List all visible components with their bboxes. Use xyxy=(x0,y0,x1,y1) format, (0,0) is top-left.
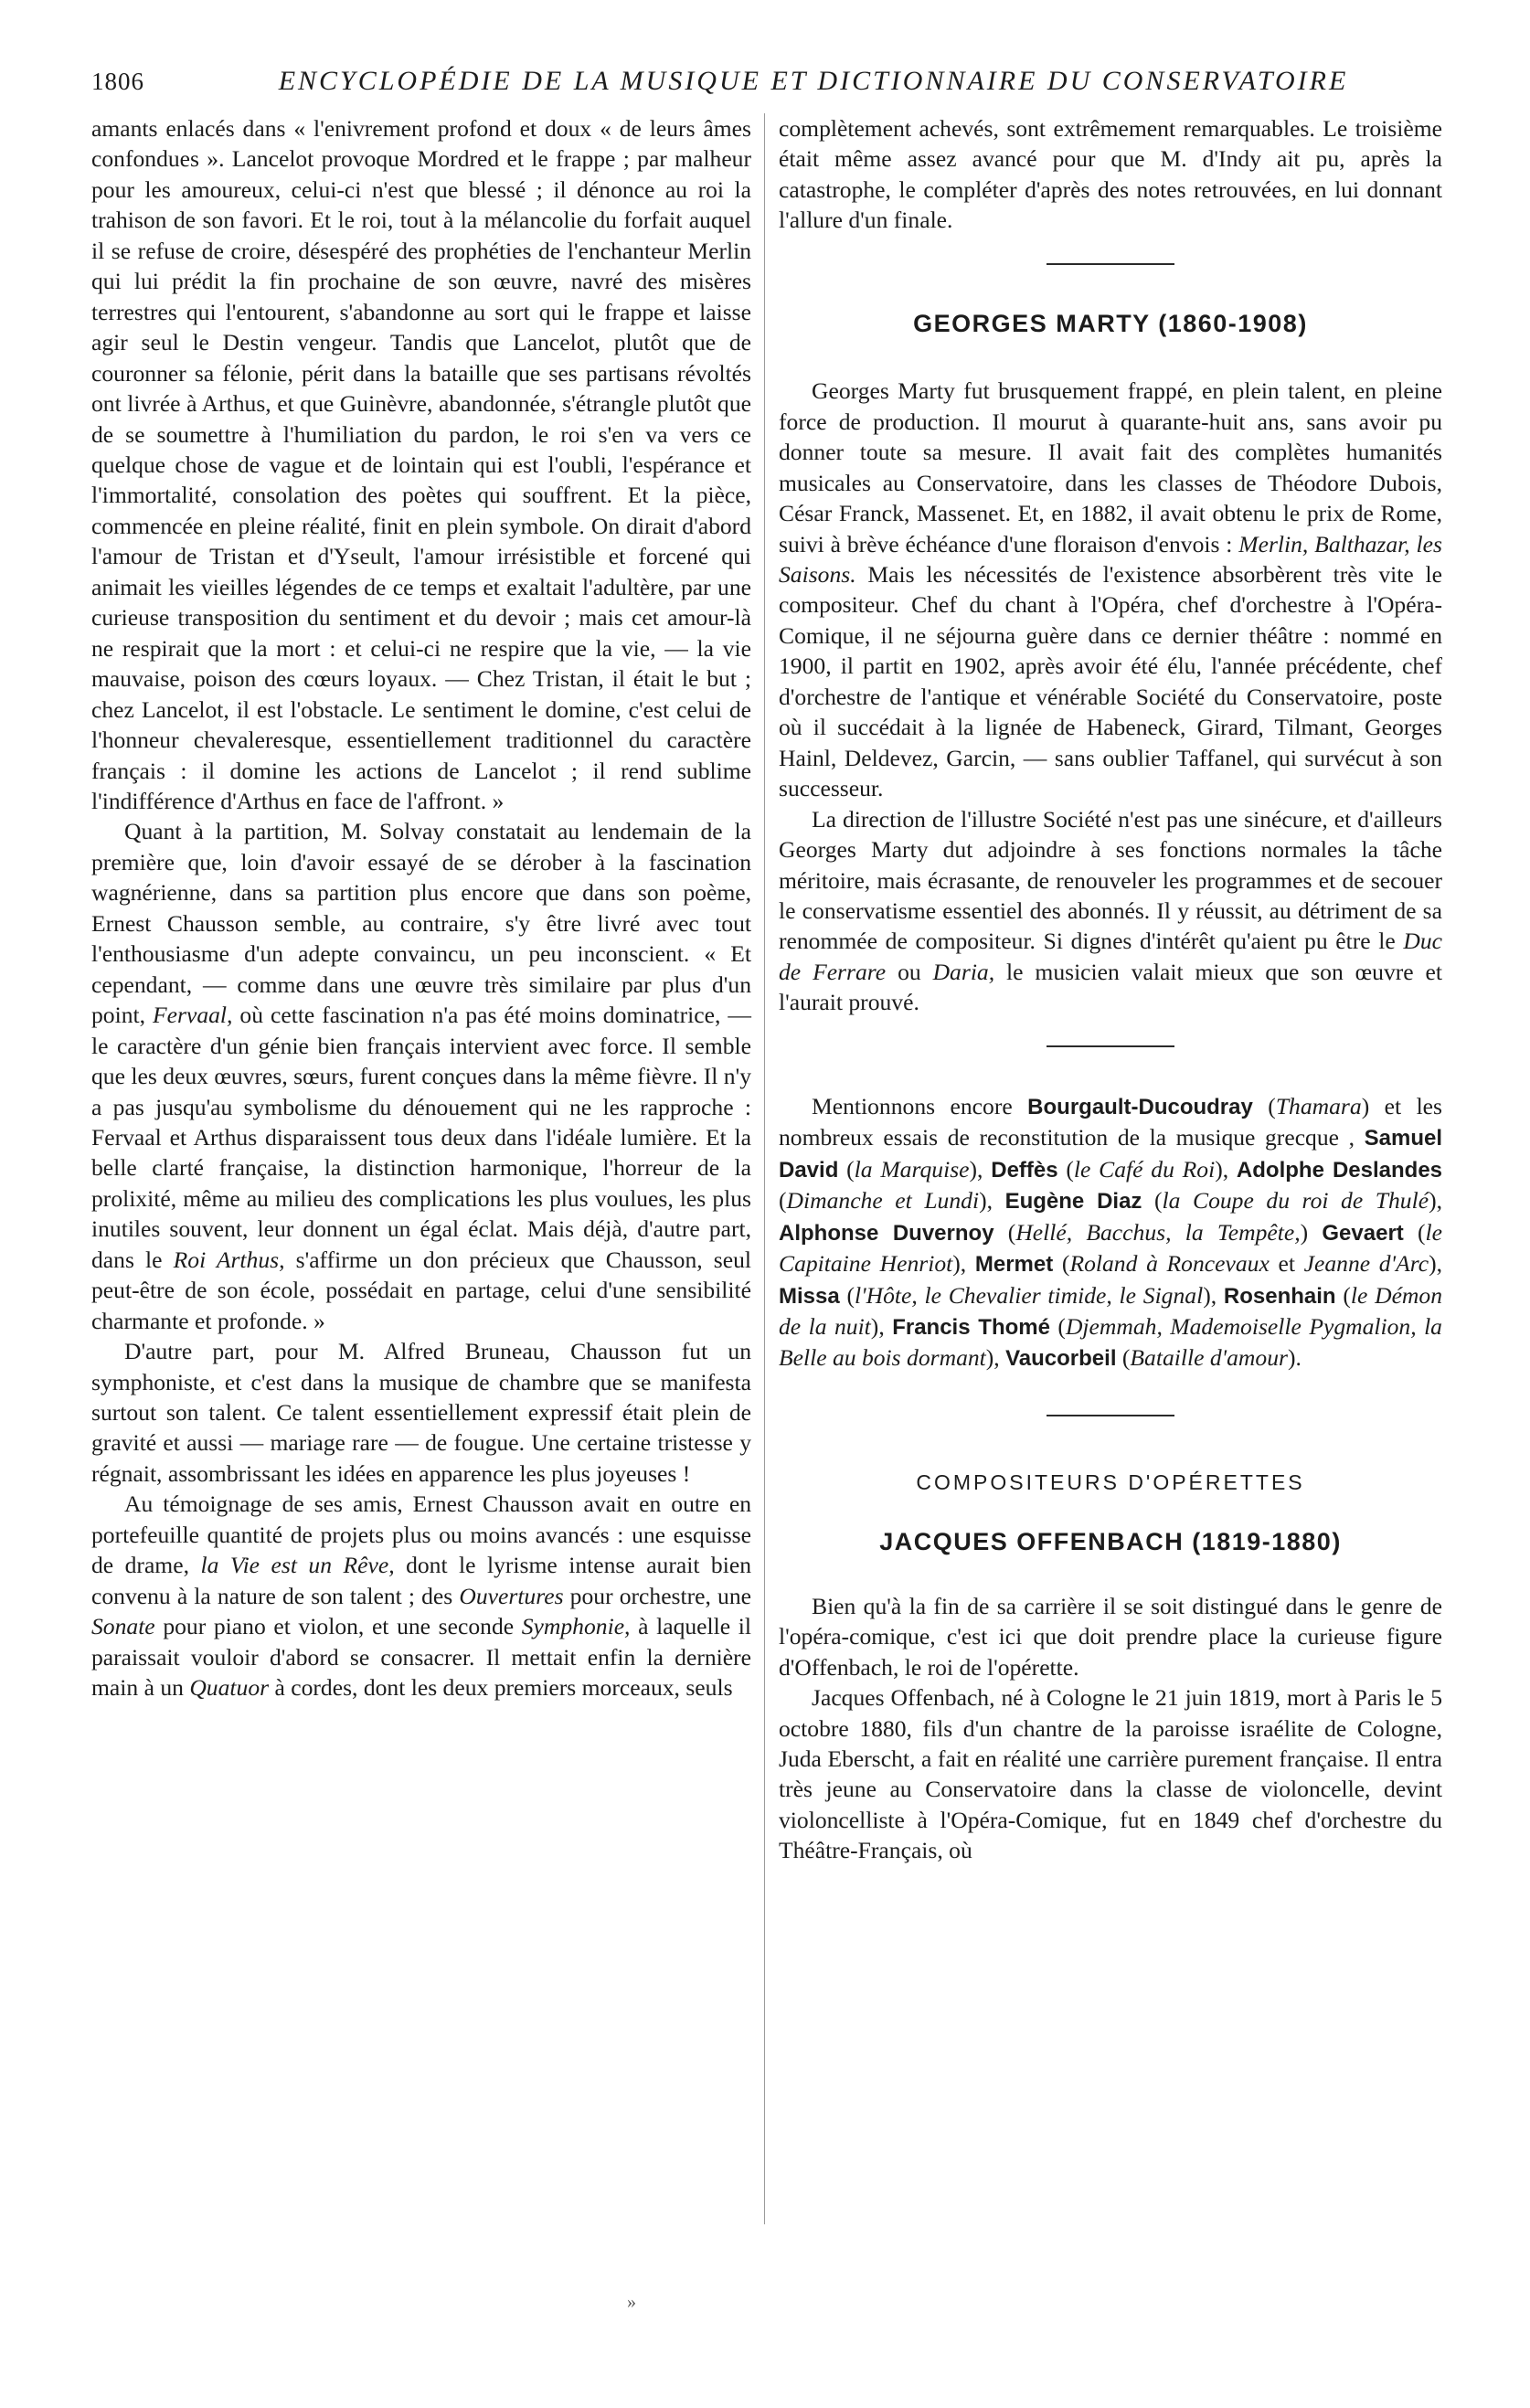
composer-name: Eugène Diaz xyxy=(1004,1189,1142,1215)
section-divider xyxy=(1047,1045,1174,1047)
composer-mentions: Mentionnons encore Bourgault-Ducoudray (Thamara) et les nombreux essais de reconstitution de la musique grecque , Samuel David (la Marquise), Deffès (le Café du Roi), Adolphe Deslandes (Dimanche et Lundi), Eugène Diaz (la Coupe du roi de Thulé), Alphonse Duvernoy (Hellé, Bacchus, la Tempête,) Gevaert (le Capitaine Henriot), Mermet (Roland à Roncevaux et Jeanne d'Arc), Missa (l'Hôte, le Chevalier timide, le Signal), Rosenhain (le Démon de la nuit), Francis Thomé (Djemmah, Mademoiselle Pygmalion, la Belle au bois dormant), Vaucorbeil (Bataille d'amour). xyxy=(779,1092,1443,1372)
paragraph: complètement achevés, sont extrêmement remarquables. Le troisième était même assez avancé pour que M. d'Indy ait pu, après la catastrophe, le compléter d'après des notes retrouvées, en lui donnant l'allure d'un finale. xyxy=(779,115,1442,234)
section-heading-operettes: COMPOSITEURS D'OPÉRETTES xyxy=(916,1469,1305,1494)
work-title: Duc de Ferrare xyxy=(779,928,1442,985)
paragraph: Georges Marty fut brusquement frappé, en plein talent, en pleine force de production. Il mourut à quarante-huit ans, sans avoir pu donner toute sa mesure. Il avait fait des complètes humanités musicales au Conservatoire, dans les classes de Théodore Dubois, César Franck, Massenet. Et, en 1882, il avait obtenu le prix de Rome, suivi à brève échéance d'une floraison d'envois : Merlin, Balthazar, les Saisons. Mais les nécessités de l'existence absorbèrent très vite le compositeur. Chef du chant à l'Opéra, chef d'orchestre à l'Opéra-Comique, il ne séjourna guère dans ce dernier théâtre : nommé en 1900, il partit en 1902, après avoir été élu, l'année précédente, chef d'orchestre de l'antique et vénérable Société du Conservatoire, poste où il succédait à la lignée de Habeneck, Girard, Tilmant, Georges Hainl, Deldevez, Garcin, — sans oublier Taffanel, qui survécut à son successeur. xyxy=(779,377,1442,802)
composer-name: Rosenhain xyxy=(1223,1283,1336,1309)
section-divider xyxy=(1047,1415,1174,1416)
composer-name: Missa xyxy=(779,1283,840,1309)
paragraph: Au témoignage de ses amis, Ernest Chausson avait en outre en portefeuille quantité de projets plus ou moins avancés : une esquisse de drame, la Vie est un Rêve, dont le lyrisme intense aurait bien convenu à la nature de son talent ; des Ouvertures pour orchestre, une Sonate pour piano et violon, et une seconde Symphonie, à laquelle il paraissait vouloir d'abord se consacrer. Il mettait enfin la dernière main à un Quatuor à cordes, dont les deux premiers morceaux, seuls xyxy=(91,1490,751,1702)
section-heading-marty: GEORGES MARTY (1860-1908) xyxy=(913,309,1308,337)
page-header xyxy=(91,64,1444,101)
footer-mark: » xyxy=(627,2292,636,2312)
work-title: Roi Arthus, xyxy=(173,1246,285,1273)
work-title: Daria, xyxy=(932,958,995,985)
paragraph: Quant à la partition, M. Solvay constatait au lendemain de la première que, loin d'avoir essayé de se dérober à la fascination wagnérienne, dans sa partition plus encore que dans son poème, Ernest Chausson semble, au contraire, s'y être livré avec tout l'enthousiasme d'un adepte convaincu, un peu inconscient. « Et cependant, — comme dans une œuvre très similaire par plus d'un point, Fervaal, où cette fascination n'a pas été moins dominatrice, — le caractère d'un génie bien français intervient avec force. Il semble que les deux œuvres, sœurs, furent conçues dans la même fièvre. Il n'y a pas jusqu'au symbolisme du dénouement qui ne les rapproche : Fervaal et Arthus disparaissent tous deux dans l'idéale lumière. Et la belle clarté française, la distinction harmonique, l'horreur de la prolixité, même au milieu des complications les plus voulues, les plus inutiles souvent, leur donnent un égal éclat. Mais déjà, d'autre part, dans le Roi Arthus, s'affirme un don précieux que Chausson, seul peut-être de son école, possédait en partage, celui d'une sensibilité charmante et profonde. » xyxy=(91,818,751,1334)
composer-name: Samuel David xyxy=(779,1126,1442,1183)
page-number: 1806 xyxy=(91,68,144,95)
work-title: Symphonie, xyxy=(521,1613,631,1640)
composer-name: Deffès xyxy=(991,1157,1058,1183)
composer-name: Francis Thomé xyxy=(892,1314,1050,1340)
section-heading-offenbach: JACQUES OFFENBACH (1819-1880) xyxy=(879,1528,1342,1556)
composer-name: Vaucorbeil xyxy=(1005,1346,1117,1372)
work-title: Sonate xyxy=(91,1613,155,1640)
composer-name: Gevaert xyxy=(1322,1220,1404,1246)
composer-name: Alphonse Duvernoy xyxy=(779,1220,994,1246)
work-title: la Vie est un Rêve, xyxy=(200,1552,395,1579)
column-divider xyxy=(764,113,765,2224)
right-column xyxy=(779,113,1442,1866)
work-title: Ouvertures xyxy=(459,1582,564,1609)
section-divider xyxy=(1047,263,1174,265)
work-title: Fervaal, xyxy=(153,1002,233,1029)
paragraph: Bien qu'à la fin de sa carrière il se soit distingué dans le genre de l'opéra-comique, c'est ici que doit prendre place la curieuse figure d'Offenbach, le roi de l'opérette. xyxy=(779,1592,1442,1681)
paragraph: D'autre part, pour M. Alfred Bruneau, Chausson fut un symphoniste, et c'est dans la musique de chambre que se manifesta surtout son talent. Ce talent essentiellement expressif était plein de gravité et aussi — mariage rare — de fougue. Une certaine tristesse y régnait, assombrissant les idées en apparence les plus joyeuses ! xyxy=(91,1338,751,1487)
paragraph: La direction de l'illustre Société n'est pas une sinécure, et d'ailleurs Georges Marty dut adjoindre à ses fonctions normales la tâche méritoire, mais écrasante, de renouveler les programmes et de secouer le conservatisme essentiel des abonnés. Il y réussit, au détriment de sa renommée de compositeur. Si dignes d'intérêt qu'aient pu être le Duc de Ferrare ou Daria, le musicien valait mieux que son œuvre et l'aurait prouvé. xyxy=(779,805,1443,1016)
paragraph: amants enlacés dans « l'enivrement profond et doux « de leurs âmes confondues ». Lancelot provoque Mordred et le frappe ; par malheur pour les amoureux, celui-ci n'est que blessé ; il dénonce au roi la trahison de son favori. Et le roi, tout à la mélancolie du forfait auquel il se refuse de croire, désespéré des prophéties de l'enchanteur Merlin qui lui prédit la fin prochaine de son œuvre, navré des misères terrestres qui l'entourent, s'abandonne au sort qui le frappe et laisse agir seul le Destin vengeur. Tandis que Lancelot, plutôt que de couronner sa félonie, périt dans la bataille que ses partisans révoltés ont livrée à Arthus, et que Guinèvre, abandonnée, s'étrangle plutôt que de se soumettre à l'humiliation du pardon, le roi s'en va vers ce quelque chose de vague et de lointain qui est l'oubli, l'espérance et l'immortalité, consolation des poètes qui souffrent. Et la pièce, commencée en pleine réalité, finit en plein symbole. On dirait d'abord l'amour de Tristan et d'Yseult, l'amour irrésistible et forcené qui animait les vieilles légendes de ce temps et exaltait l'adultère, par une curieuse transposition du sentiment et du devoir ; mais cet amour-là ne respirait que la mort : et celui-ci ne respire que la vie, — la vie mauvaise, poison des cœurs loyaux. — Chez Tristan, il était le but ; chez Lancelot, il est l'obstacle. Le sentiment le domine, c'est celui de l'honneur chevaleresque, essentiellement traditionnel du caractère français : il domine les actions de Lancelot ; il rend sublime l'indifférence d'Arthus en face de l'affront. » xyxy=(91,115,751,814)
composer-name: Adolphe Deslandes xyxy=(1236,1157,1443,1183)
left-column xyxy=(91,113,751,1703)
running-title: ENCYCLOPÉDIE DE LA MUSIQUE ET DICTIONNAIRE DU CONSERVATOIRE xyxy=(278,66,1349,96)
composer-name: Mermet xyxy=(974,1252,1054,1278)
composer-name: Bourgault-Ducoudray xyxy=(1027,1094,1253,1119)
paragraph: Jacques Offenbach, né à Cologne le 21 juin 1819, mort à Paris le 5 octobre 1880, fils d'un chantre de la paroisse israélite de Cologne, Juda Eberscht, a fait en réalité une carrière purement française. Il entra très jeune au Conservatoire dans la classe de violoncelle, devint violoncelliste à l'Opéra-Comique, fut en 1849 chef d'orchestre du Théâtre-Français, où xyxy=(779,1684,1442,1864)
work-title: Quatuor xyxy=(189,1674,270,1702)
work-title: Merlin, Balthazar, les Saisons. xyxy=(779,530,1442,588)
